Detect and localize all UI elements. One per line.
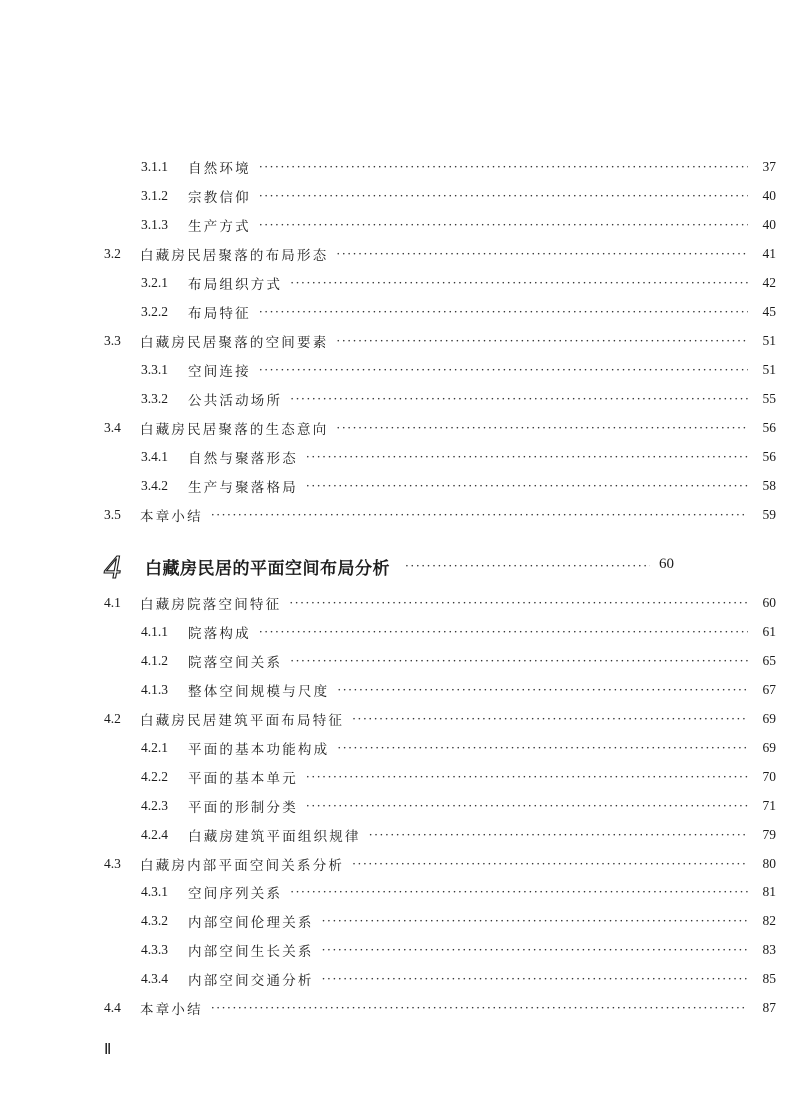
entry-number: 4.2.4	[141, 826, 168, 842]
entry-title: 白藏房民居聚落的生态意向	[140, 421, 329, 438]
toc-entry[interactable]	[0, 877, 800, 906]
entry-number: 3.1.3	[141, 216, 168, 232]
entry-title: 空间序列关系	[188, 885, 283, 902]
toc-entry[interactable]	[0, 964, 800, 993]
entry-number: 4.2.3	[141, 797, 168, 813]
entry-page: 37	[762, 158, 776, 174]
entry-page: 42	[762, 274, 776, 290]
toc-entry[interactable]	[0, 181, 800, 210]
entry-title: 内部空间交通分析	[188, 972, 314, 989]
entry-title: 自然环境	[188, 160, 251, 177]
toc-entry[interactable]	[0, 442, 800, 471]
entry-number: 4.3.2	[141, 912, 168, 928]
entry-number: 3.3	[104, 332, 121, 348]
entry-number: 4.1.2	[141, 652, 168, 668]
entry-title: 内部空间伦理关系	[188, 914, 314, 931]
entry-number: 3.3.1	[141, 361, 168, 377]
toc-entry[interactable]	[0, 588, 800, 617]
dot-leader	[336, 334, 748, 348]
entry-title: 本章小结	[140, 1001, 203, 1018]
dot-leader	[211, 508, 748, 522]
entry-number: 4.1.3	[141, 681, 168, 697]
entry-number: 3.4.2	[141, 477, 168, 493]
toc-entry[interactable]	[0, 646, 800, 675]
entry-page: 58	[762, 477, 776, 493]
entry-number: 3.4	[104, 419, 121, 435]
entry-number: 4.3	[104, 855, 121, 871]
dot-leader	[336, 421, 748, 435]
entry-page: 85	[762, 970, 776, 986]
dot-leader	[290, 654, 748, 668]
entry-title: 整体空间规模与尺度	[188, 683, 330, 700]
dot-leader	[352, 857, 748, 871]
toc-entry[interactable]	[0, 733, 800, 762]
entry-title: 白藏房建筑平面组织规律	[188, 828, 361, 845]
entry-title: 白藏房民居聚落的布局形态	[140, 247, 329, 264]
entry-page: 79	[762, 826, 776, 842]
dot-leader	[306, 450, 748, 464]
toc-entry[interactable]	[0, 239, 800, 268]
entry-number: 4.2.1	[141, 739, 168, 755]
toc-entry[interactable]	[0, 820, 800, 849]
toc-entry[interactable]	[0, 326, 800, 355]
entry-page: 70	[762, 768, 776, 784]
toc-entry[interactable]	[0, 762, 800, 791]
entry-page: 67	[762, 681, 776, 697]
dot-leader	[259, 363, 748, 377]
dot-leader	[290, 392, 748, 406]
entry-number: 3.3.2	[141, 390, 168, 406]
entry-page: 40	[762, 216, 776, 232]
dot-leader	[336, 247, 748, 261]
entry-page: 82	[762, 912, 776, 928]
dot-leader	[259, 218, 748, 232]
dot-leader	[290, 276, 748, 290]
toc-entry[interactable]	[0, 384, 800, 413]
toc-entry[interactable]	[0, 413, 800, 442]
toc-entry[interactable]	[0, 210, 800, 239]
entry-number: 4.3.4	[141, 970, 168, 986]
entry-number: 3.1.1	[141, 158, 168, 174]
toc-entry[interactable]	[0, 471, 800, 500]
entry-page: 80	[762, 855, 776, 871]
dot-leader	[259, 189, 748, 203]
dot-leader	[352, 712, 748, 726]
dot-leader	[322, 943, 748, 957]
dot-leader	[211, 1001, 748, 1015]
entry-page: 59	[762, 506, 776, 522]
dot-leader	[259, 160, 748, 174]
entry-number: 4.3.1	[141, 883, 168, 899]
toc-entry[interactable]	[0, 297, 800, 326]
toc-entry[interactable]	[0, 906, 800, 935]
entry-number: 3.1.2	[141, 187, 168, 203]
dot-leader	[259, 625, 748, 639]
entry-number: 4.4	[104, 999, 121, 1015]
page-folio: Ⅱ	[104, 1042, 112, 1058]
entry-title: 院落空间关系	[188, 654, 283, 671]
toc-entry[interactable]	[0, 935, 800, 964]
entry-title: 平面的基本功能构成	[188, 741, 330, 758]
entry-number: 4.1	[104, 594, 121, 610]
chapter-page: 60	[659, 556, 674, 572]
entry-title: 本章小结	[140, 508, 203, 525]
entry-number: 4.3.3	[141, 941, 168, 957]
dot-leader	[306, 799, 748, 813]
entry-page: 71	[762, 797, 776, 813]
entry-title: 白藏房院落空间特征	[140, 596, 282, 613]
chapter-title: 白藏房民居的平面空间布局分析	[145, 559, 390, 579]
dot-leader	[322, 972, 748, 986]
entry-number: 4.2.2	[141, 768, 168, 784]
dot-leader	[306, 479, 748, 493]
entry-title: 自然与聚落形态	[188, 450, 298, 467]
entry-page: 56	[762, 448, 776, 464]
entry-title: 公共活动场所	[188, 392, 283, 409]
entry-title: 院落构成	[188, 625, 251, 642]
toc-entry[interactable]	[0, 152, 800, 181]
entry-number: 4.2	[104, 710, 121, 726]
entry-title: 布局特征	[188, 305, 251, 322]
entry-number: 4.1.1	[141, 623, 168, 639]
entry-page: 45	[762, 303, 776, 319]
entry-title: 空间连接	[188, 363, 251, 380]
entry-title: 生产与聚落格局	[188, 479, 298, 496]
entry-page: 87	[762, 999, 776, 1015]
entry-page: 41	[762, 245, 776, 261]
toc-entry[interactable]	[0, 268, 800, 297]
dot-leader	[259, 305, 748, 319]
entry-title: 白藏房民居聚落的空间要素	[140, 334, 329, 351]
chapter-number-glyph	[103, 548, 129, 584]
entry-title: 白藏房内部平面空间关系分析	[140, 857, 345, 874]
toc-entry[interactable]	[0, 675, 800, 704]
dot-leader	[322, 914, 748, 928]
chapter-heading[interactable]	[0, 548, 800, 584]
entry-page: 55	[762, 390, 776, 406]
entry-page: 51	[762, 332, 776, 348]
toc-entry[interactable]	[0, 617, 800, 646]
entry-title: 白藏房民居建筑平面布局特征	[140, 712, 345, 729]
entry-title: 布局组织方式	[188, 276, 283, 293]
toc-entry[interactable]	[0, 791, 800, 820]
toc-entry[interactable]	[0, 500, 800, 529]
entry-page: 51	[762, 361, 776, 377]
entry-page: 69	[762, 710, 776, 726]
entry-title: 平面的基本单元	[188, 770, 298, 787]
entry-page: 69	[762, 739, 776, 755]
entry-page: 56	[762, 419, 776, 435]
toc-entry[interactable]	[0, 993, 800, 1022]
dot-leader	[337, 683, 748, 697]
entry-number: 3.2.1	[141, 274, 168, 290]
dot-leader	[289, 596, 748, 610]
entry-number: 3.4.1	[141, 448, 168, 464]
entry-page: 83	[762, 941, 776, 957]
dot-leader	[306, 770, 748, 784]
toc-entry[interactable]	[0, 704, 800, 733]
entry-number: 3.2	[104, 245, 121, 261]
entry-title: 平面的形制分类	[188, 799, 298, 816]
entry-page: 65	[762, 652, 776, 668]
entry-page: 81	[762, 883, 776, 899]
entry-number: 3.5	[104, 506, 121, 522]
entry-title: 宗教信仰	[188, 189, 251, 206]
dot-leader	[405, 559, 650, 575]
entry-page: 61	[762, 623, 776, 639]
dot-leader	[337, 741, 748, 755]
toc-entry[interactable]	[0, 849, 800, 878]
entry-page: 40	[762, 187, 776, 203]
entry-number: 3.2.2	[141, 303, 168, 319]
chapter-number-text: 4	[104, 549, 121, 584]
entry-page: 60	[762, 594, 776, 610]
dot-leader	[369, 828, 748, 842]
toc-entry[interactable]	[0, 355, 800, 384]
dot-leader	[290, 885, 748, 899]
entry-title: 生产方式	[188, 218, 251, 235]
entry-title: 内部空间生长关系	[188, 943, 314, 960]
